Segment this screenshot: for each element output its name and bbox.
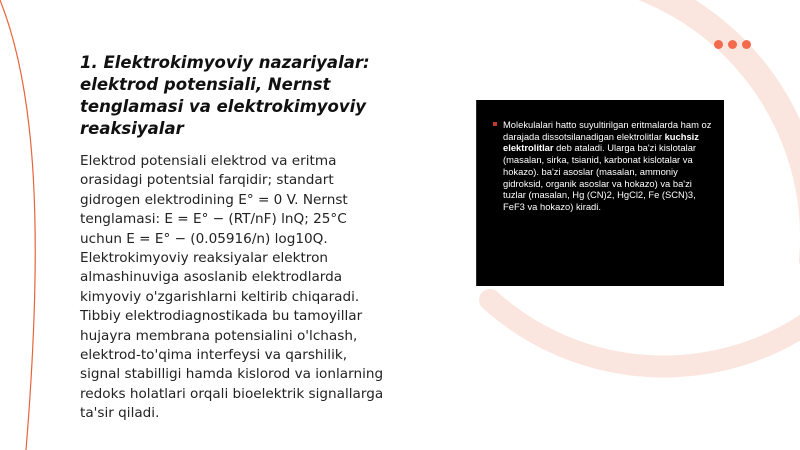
bullet-icon [493,122,497,126]
note-text-start: Molekulalari hatto suyultirilgan eritmalarda ham oz darajada dissotsilanadigan elektrolitlar [503,119,712,142]
decorative-ring-lower [490,300,800,366]
note-text-end: deb ataladi. Ularga ba'zi kislotalar (masalan, sirka, tsianid, karbonat kislotalar va hokazo). ba'zi asoslar (masalan, ammoniy gidroksid, organik asoslar va hokazo) va ba'zi tuzlar (masalan, Hg (CN)2, HgCl2, Fe (SCN)3, FeF3 va hokazo) kiradi. [503,142,697,212]
dot-icon [714,40,723,49]
dot-icon [742,40,751,49]
dot-icon [728,40,737,49]
slide-title: 1. Elektrokimyoviy nazariyalar: elektrod potensiali, Nernst tenglamasi va elektrokimyoviy reaksiyalar [80,53,370,138]
left-accent-line [0,0,35,450]
note-text [503,119,713,213]
note-text-bold: kuchsiz elektrolitlar [503,130,699,154]
slide-body-text: Elektrod potensiali elektrod va eritma orasidagi potentsial farqidir; standart gidrogen elektrodining E° = 0 V. Nernst tenglamasi: E = E° − (RT/nF) lnQ; 25°C uchun E = E° − (0.05916/n) log10Q. Elektrokimyoviy reaksiyalar elektron almashinuviga asoslanib elektrodlarda kimyoviy o'zgarishlarni keltirib chiqaradi. Tibbiy elektrodiagnostikada bu tamoyillar hujayra membrana potensialini o'lchash, elektrod-to'qima interfeysi va qarshilik, signal stabilligi hamda kislorod va ionlarning redoks holatlari orqali bioelektrik signallarga ta'sir qiladi. [80,153,384,422]
note-image-box [476,100,724,286]
decorative-dots [714,40,751,49]
